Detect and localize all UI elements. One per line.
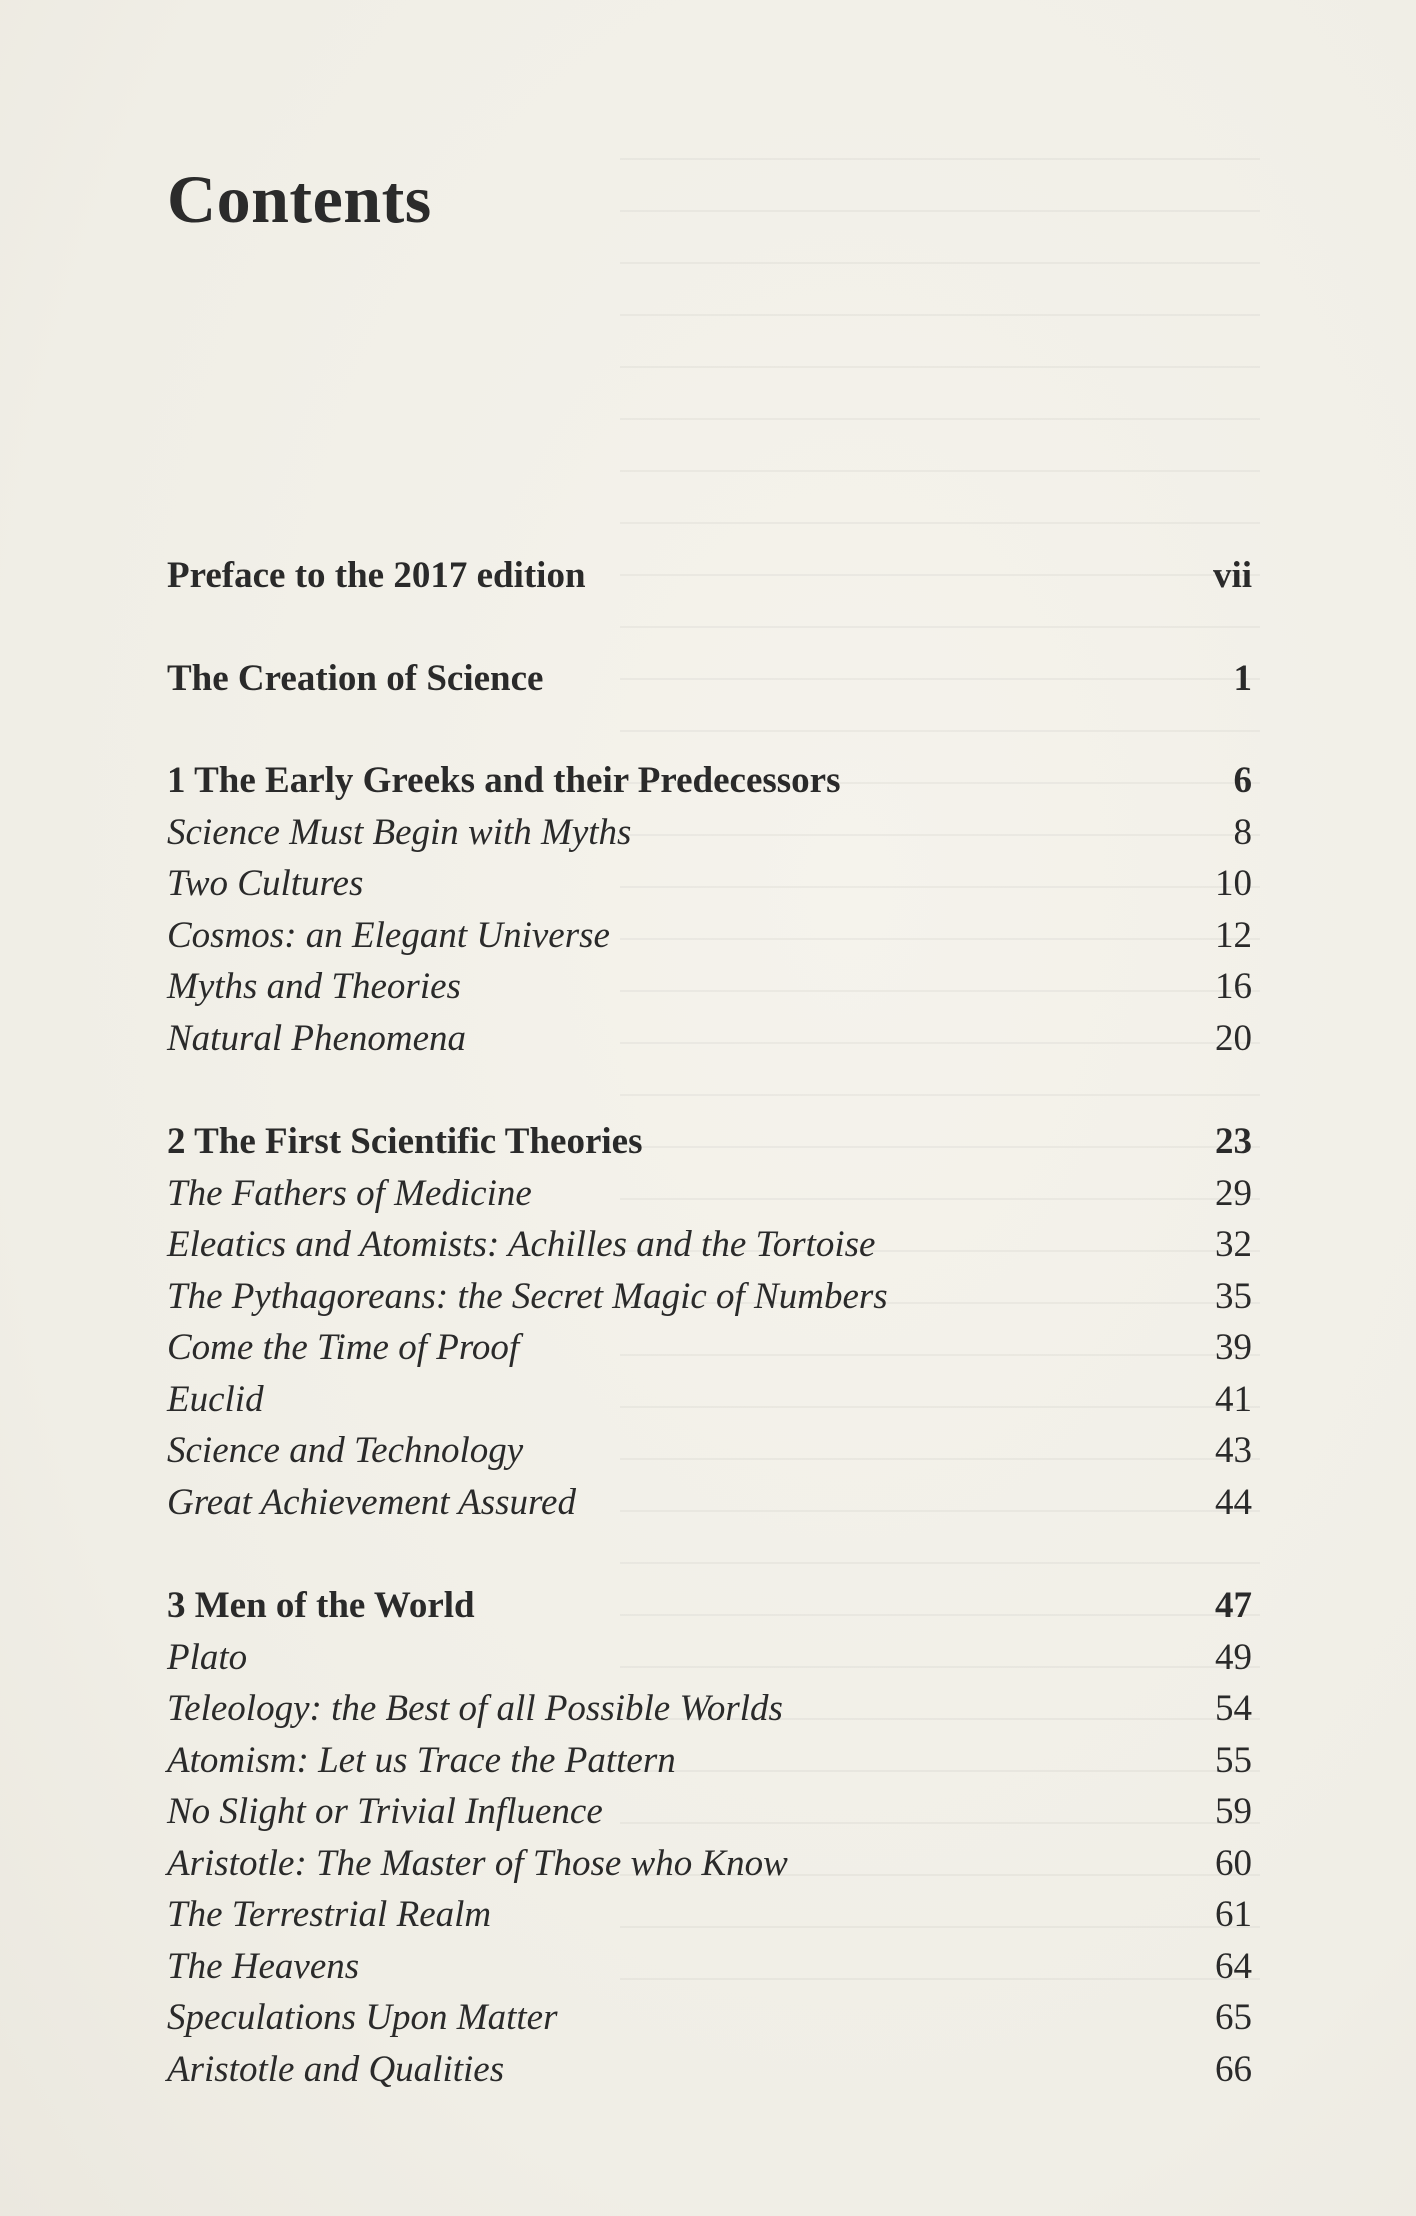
section-title: Aristotle: The Master of Those who Know: [167, 1842, 788, 1884]
chapter-title: 2 The First Scientific Theories: [167, 1121, 643, 1162]
section-entry[interactable]: [167, 1941, 1252, 1993]
section-title: Atomism: Let us Trace the Pattern: [167, 1739, 676, 1781]
section-title: Aristotle and Qualities: [167, 2048, 505, 2090]
section-page: 41: [1215, 1378, 1252, 1420]
section-title: The Fathers of Medicine: [167, 1172, 532, 1214]
section-entry[interactable]: [167, 961, 1252, 1013]
section-title: Science Must Begin with Myths: [167, 811, 632, 853]
section-page: 44: [1215, 1481, 1252, 1523]
chapter-page: 47: [1215, 1585, 1252, 1626]
section-title: Myths and Theories: [167, 966, 461, 1007]
section-entry[interactable]: [167, 1889, 1252, 1941]
chapter-1: [167, 755, 1252, 1064]
toc-entry-page: 1: [1233, 657, 1252, 699]
section-page: 20: [1215, 1017, 1252, 1059]
table-of-contents: [167, 550, 1252, 2095]
section-title: Cosmos: an Elegant Universe: [167, 914, 610, 956]
section-entry[interactable]: [167, 858, 1252, 910]
section-entry[interactable]: [167, 807, 1252, 859]
section-page: 39: [1215, 1327, 1252, 1368]
section-entry[interactable]: [167, 1735, 1252, 1787]
section-title: Teleology: the Best of all Possible Worlds: [167, 1688, 783, 1729]
section-entry[interactable]: [167, 1219, 1252, 1271]
chapter-heading[interactable]: [167, 1580, 1252, 1632]
section-page: 43: [1215, 1430, 1252, 1471]
section-entry[interactable]: [167, 1271, 1252, 1323]
section-title: No Slight or Trivial Influence: [167, 1791, 603, 1832]
section-title: Natural Phenomena: [167, 1017, 467, 1059]
section-page: 49: [1215, 1636, 1252, 1678]
section-title: Euclid: [167, 1378, 264, 1420]
section-page: 59: [1215, 1791, 1252, 1832]
toc-entry-page: vii: [1212, 555, 1252, 596]
chapter-3: [167, 1580, 1252, 2095]
section-page: 16: [1215, 966, 1252, 1007]
section-title: Come the Time of Proof: [167, 1327, 520, 1368]
section-title: Speculations Upon Matter: [167, 1997, 558, 2038]
chapter-heading[interactable]: [167, 755, 1252, 807]
section-page: 64: [1215, 1945, 1252, 1987]
section-title: The Heavens: [167, 1945, 360, 1987]
section-page: 12: [1215, 914, 1252, 956]
section-entry[interactable]: [167, 1838, 1252, 1890]
section-entry[interactable]: [167, 1632, 1252, 1684]
section-page: 55: [1215, 1739, 1252, 1781]
toc-entry-label: Preface to the 2017 edition: [167, 555, 586, 596]
section-entry[interactable]: [167, 1683, 1252, 1735]
chapter-heading[interactable]: [167, 1116, 1252, 1168]
section-entry[interactable]: [167, 1168, 1252, 1220]
section-title: Science and Technology: [167, 1430, 524, 1471]
chapter-title: 3 Men of the World: [167, 1585, 475, 1626]
section-page: 65: [1215, 1997, 1252, 2038]
section-title: Plato: [167, 1636, 248, 1678]
section-title: Eleatics and Atomists: Achilles and the Tortoise: [167, 1224, 876, 1265]
section-page: 8: [1233, 811, 1252, 853]
section-page: 61: [1215, 1894, 1252, 1935]
chapter-2: [167, 1116, 1252, 1528]
chapter-page: 23: [1215, 1121, 1252, 1162]
section-title: Great Achievement Assured: [167, 1481, 576, 1523]
section-page: 10: [1215, 863, 1252, 904]
section-entry[interactable]: [167, 1992, 1252, 2044]
section-page: 54: [1215, 1688, 1252, 1729]
section-page: 32: [1215, 1224, 1252, 1265]
section-page: 66: [1215, 2048, 1252, 2090]
section-page: 60: [1215, 1842, 1252, 1884]
toc-entry-label: The Creation of Science: [167, 657, 544, 699]
section-title: The Pythagoreans: the Secret Magic of Numbers: [167, 1275, 888, 1317]
chapter-page: 6: [1233, 760, 1252, 801]
section-entry[interactable]: [167, 1425, 1252, 1477]
section-page: 29: [1215, 1172, 1252, 1214]
section-entry[interactable]: [167, 910, 1252, 962]
toc-entry-creation-of-science[interactable]: [167, 653, 1252, 705]
page-title: Contents: [167, 161, 432, 237]
section-title: The Terrestrial Realm: [167, 1894, 492, 1935]
section-entry[interactable]: [167, 1477, 1252, 1529]
section-entry[interactable]: [167, 1013, 1252, 1065]
section-title: Two Cultures: [167, 863, 364, 904]
section-entry[interactable]: [167, 2044, 1252, 2096]
section-entry[interactable]: [167, 1786, 1252, 1838]
section-page: 35: [1215, 1275, 1252, 1317]
toc-entry-preface[interactable]: [167, 550, 1252, 602]
section-entry[interactable]: [167, 1374, 1252, 1426]
section-entry[interactable]: [167, 1322, 1252, 1374]
chapter-title: 1 The Early Greeks and their Predecessors: [167, 760, 841, 801]
